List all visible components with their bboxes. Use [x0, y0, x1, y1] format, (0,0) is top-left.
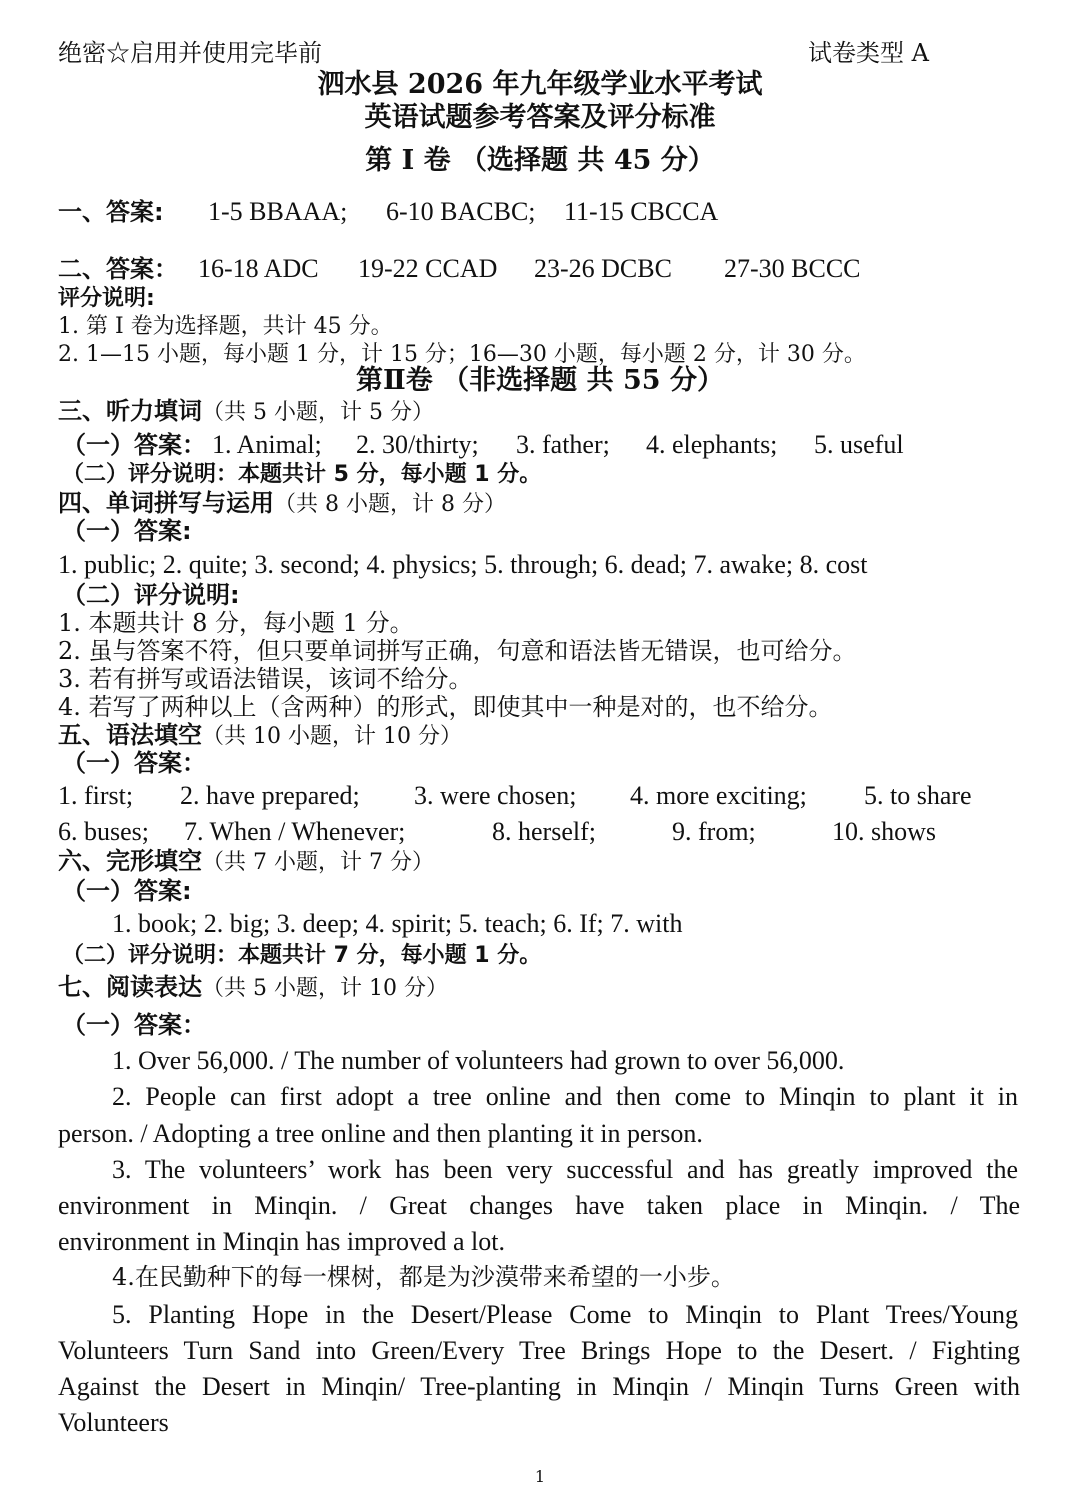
answer-group: 19-22 CCAD	[358, 254, 498, 283]
reading-answer-2: 2. People can first adopt a tree online and then come to Minqin to plant it in	[112, 1082, 1018, 1111]
section1-answers	[58, 197, 719, 227]
section-title: 五、语法填空	[58, 721, 202, 749]
reading-answer-3: 3. The volunteers’ work has been very successful and has greatly improved the	[112, 1155, 1018, 1184]
answer-item: 3. father;	[516, 430, 610, 459]
document-title: 英语试题参考答案及评分标准	[364, 102, 716, 133]
section3-answers	[62, 430, 904, 460]
reading-answer-5: 5. Planting Hope in the Desert/Please Come to Minqin to Plant Trees/Young	[112, 1300, 1018, 1329]
answer-label: （一）答案：	[62, 749, 206, 777]
scoring-rule: 1. 本题共计 8 分，每小题 1 分。	[58, 609, 414, 637]
scoring-notes-title: 评分说明:	[58, 286, 155, 311]
answer-item: 1. first;	[58, 781, 134, 810]
section-meta: （共 10 小题，计 10 分）	[202, 724, 462, 749]
section-title: 三、听力填词	[58, 397, 202, 425]
section-title: 七、阅读表达	[58, 973, 202, 1001]
answer-item: 2. 30/thirty;	[356, 430, 479, 459]
reading-answer-5-cont: Volunteers Turn Sand into Green/Every Tree Brings Hope to the Desert. / Fighting	[58, 1336, 1020, 1365]
section-meta: （共 5 小题，计 5 分）	[202, 400, 434, 425]
section-title: 四、单词拼写与运用	[58, 489, 274, 517]
paper-type: 试卷类型 A	[808, 39, 929, 67]
answer-label: （一）答案：	[62, 431, 206, 459]
confidentiality-note: 绝密☆启用并使用完毕前	[58, 39, 322, 67]
section-meta: （共 7 小题，计 7 分）	[202, 850, 434, 875]
part2-heading: 第Ⅱ卷 （非选择题 共 55 分）	[356, 365, 724, 396]
section5-answers-row2	[58, 817, 937, 847]
answer-label: （一）答案:	[62, 877, 192, 905]
part1-heading: 第 I 卷 （选择题 共 45 分）	[365, 145, 715, 176]
section-meta: （共 5 小题，计 10 分）	[202, 976, 448, 1001]
scoring-rule: 4. 若写了两种以上（含两种）的形式，即使其中一种是对的，也不给分。	[58, 693, 833, 721]
scoring-note: 2. 1—15 小题，每小题 1 分，计 15 分；16—30 小题，每小题 2 分，计 30 分。	[58, 342, 866, 367]
reading-answer-5-cont: Volunteers	[58, 1408, 169, 1437]
section6-scoring: （二）评分说明：本题共计 7 分，每小题 1 分。	[62, 943, 542, 968]
section2-answers	[58, 254, 861, 284]
answer-item: 1. Animal;	[212, 430, 322, 459]
section-title: 六、完形填空	[58, 847, 202, 875]
answer-label: （一）答案:	[62, 517, 192, 545]
answer-group: 1-5 BBAAA;	[208, 197, 348, 226]
section5-answers-row1	[58, 781, 972, 811]
reading-answer-1: 1. Over 56,000. / The number of volunteers had grown to over 56,000.	[112, 1046, 845, 1075]
answer-item: 4. elephants;	[646, 430, 778, 459]
reading-answer-5-cont: Against the Desert in Minqin/ Tree-planting in Minqin / Minqin Turns Green with	[58, 1372, 1020, 1401]
answer-item: 4. more exciting;	[630, 781, 807, 810]
section4-answers: 1. public; 2. quite; 3. second; 4. physics; 5. through; 6. dead; 7. awake; 8. cost	[58, 550, 868, 579]
answer-item: 5. useful	[814, 430, 904, 459]
scoring-rule: 2. 虽与答案不符，但只要单词拼写正确，句意和语法皆无错误，也可给分。	[58, 637, 857, 665]
answer-item: 10. shows	[832, 817, 937, 846]
section3-scoring: （二）评分说明：本题共计 5 分，每小题 1 分。	[62, 462, 542, 487]
reading-answer-4: 4.在民勤种下的每一棵树，都是为沙漠带来希望的一小步。	[112, 1263, 735, 1291]
answer-group: 6-10 BACBC;	[386, 197, 536, 226]
answer-item: 6. buses;	[58, 817, 149, 846]
section6-title	[58, 846, 434, 878]
answer-group: 27-30 BCCC	[724, 254, 861, 283]
answer-group: 23-26 DCBC	[534, 254, 672, 283]
answer-item: 2. have prepared;	[180, 781, 360, 810]
section3-title	[58, 396, 434, 428]
answer-item: 8. herself;	[492, 817, 596, 846]
reading-answer-3-cont: environment in Minqin. / Great changes have taken place in Minqin. / The	[58, 1191, 1020, 1220]
reading-answer-2-cont: person. / Adopting a tree online and then planting it in person.	[58, 1119, 703, 1148]
reading-answer-3-cont: environment in Minqin has improved a lot.	[58, 1227, 505, 1256]
scoring-rule: 3. 若有拼写或语法错误，该词不给分。	[58, 665, 473, 693]
answer-item: 3. were chosen;	[414, 781, 577, 810]
section2-label: 二、答案：	[58, 255, 178, 283]
exam-title: 泗水县 2026 年九年级学业水平考试	[317, 69, 763, 100]
answer-group: 11-15 CBCCA	[564, 197, 719, 226]
section6-answers: 1. book; 2. big; 3. deep; 4. spirit; 5. teach; 6. If; 7. with	[112, 909, 683, 938]
section7-title	[58, 972, 448, 1004]
answer-group: 16-18 ADC	[198, 254, 319, 283]
scoring-title: （二）评分说明:	[62, 581, 240, 609]
answer-item: 9. from;	[672, 817, 756, 846]
scoring-note: 1. 第 I 卷为选择题，共计 45 分。	[58, 314, 393, 339]
section-meta: （共 8 小题，计 8 分）	[274, 492, 506, 517]
answer-item: 5. to share	[864, 781, 972, 810]
answer-item: 7. When / Whenever;	[184, 817, 406, 846]
section1-label: 一、答案:	[58, 198, 164, 226]
answer-label: （一）答案：	[62, 1011, 206, 1039]
page-number: 1	[534, 1467, 546, 1486]
